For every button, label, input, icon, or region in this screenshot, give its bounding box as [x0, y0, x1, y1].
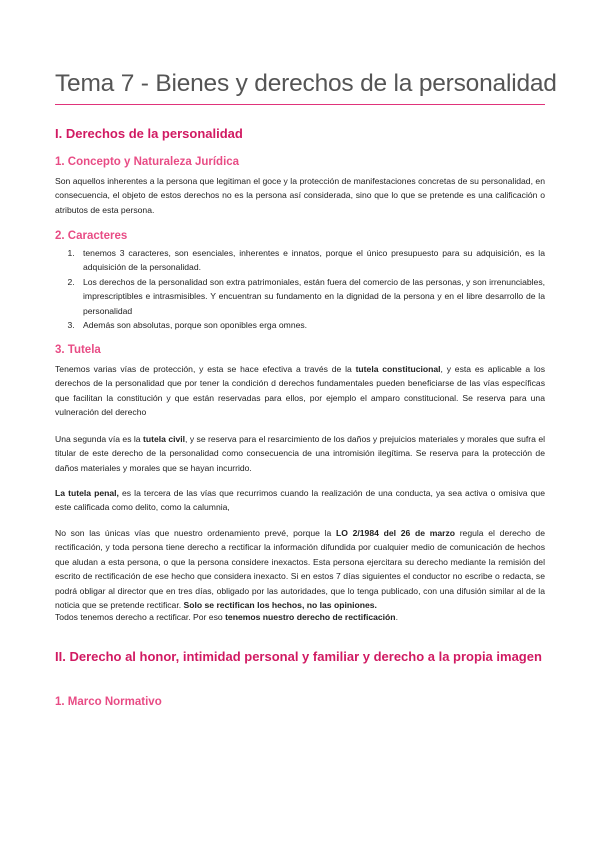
- paragraph-tutela-penal: La tutela penal, es la tercera de las vías que recurrimos cuando la realización de una conducta, ya sea activa o omisiva que este calificada como delito, como la calumnia,: [55, 488, 545, 513]
- page-title: Tema 7 - Bienes y derechos de la personalidad: [55, 70, 557, 97]
- section-heading-derecho-honor: II. Derecho al honor, intimidad personal y familiar y derecho a la propia imagen: [55, 649, 542, 664]
- subsection-heading-concepto: 1. Concepto y Naturaleza Jurídica: [55, 156, 240, 168]
- list-item: 3. Además son absolutas, porque son oponibles erga omnes.: [77, 318, 545, 332]
- paragraph-derecho-rectificar: Todos tenemos derecho a rectificar. Por eso tenemos nuestro derecho de rectificación.: [55, 612, 398, 622]
- list-item: 2. Los derechos de la personalidad son extra patrimoniales, están fuera del comercio de las personas, y son irrenunciables, imprescriptibles e intrasmisibles. Y encuentran su fundamento en la dignidad de la persona y en el libre desarrollo de la personalidad: [77, 275, 545, 318]
- caracteres-list: [55, 246, 545, 332]
- subsection-heading-caracteres: 2. Caracteres: [55, 230, 128, 242]
- paragraph-rectificacion: No son las únicas vías que nuestro ordenamiento prevé, porque la LO 2/1984 del 26 de marzo regula el derecho de rectificación, y toda persona tiene derecho a rectificar la información difundida por cualquier medio de comunicación de hechos que aludan a esta persona, o que la persona considere inexactos. Esta persona ejercitara su derecho mediante la remisión del escrito de rectificación de ese hecho que considera inexacto. Si en estos 7 días siguientes el conductor no escribe o redacta, se podrá obligar al director que en tres días, obligado por las autoridades, que lo tenga publicado, con una difusión similar al de la noticia que se pretende rectificar. Solo se rectifican los hechos, no las opiniones.: [55, 528, 545, 611]
- section-heading-derechos-personalidad: I. Derechos de la personalidad: [55, 126, 243, 141]
- paragraph-tutela-civil: Una segunda vía es la tutela civil, y se reserva para el resarcimiento de los daños y prejuicios materiales y morales que sufra el titular de este derecho de la personalidad como consecuencia de una intromisión ilegítima. Se reserva para la protección de daños materiales y morales que se hayan incurrido.: [55, 434, 546, 473]
- subsection-heading-tutela: 3. Tutela: [55, 344, 101, 356]
- list-item: 1. tenemos 3 caracteres, son esenciales, inherentes e innatos, porque el único presupuesto para su adquisición, es la adquisición de la personalidad.: [77, 246, 545, 275]
- subsection-heading-marco-normativo: 1. Marco Normativo: [55, 696, 162, 708]
- paragraph-concepto: Son aquellos inherentes a la persona que legitiman el goce y la protección de manifestaciones concretas de su personalidad, en consecuencia, el objeto de estos derechos no es la persona así considerada, sino que lo que se pretende es una calificación o atributos de esta persona.: [55, 176, 545, 215]
- title-divider: [55, 104, 545, 105]
- paragraph-tutela-constitucional: Tenemos varias vías de protección, y esta se hace efectiva a través de la tutela constitucional, y esta es aplicable a los derechos de la personalidad que por tener la condición d derechos fundamentales pueden beneficiarse de las vías específicas que facilitan la constitución y que están reservadas para ellos, por ejemplo el amparo constitucional. Se reserva para una vulneración del derecho: [55, 364, 545, 418]
